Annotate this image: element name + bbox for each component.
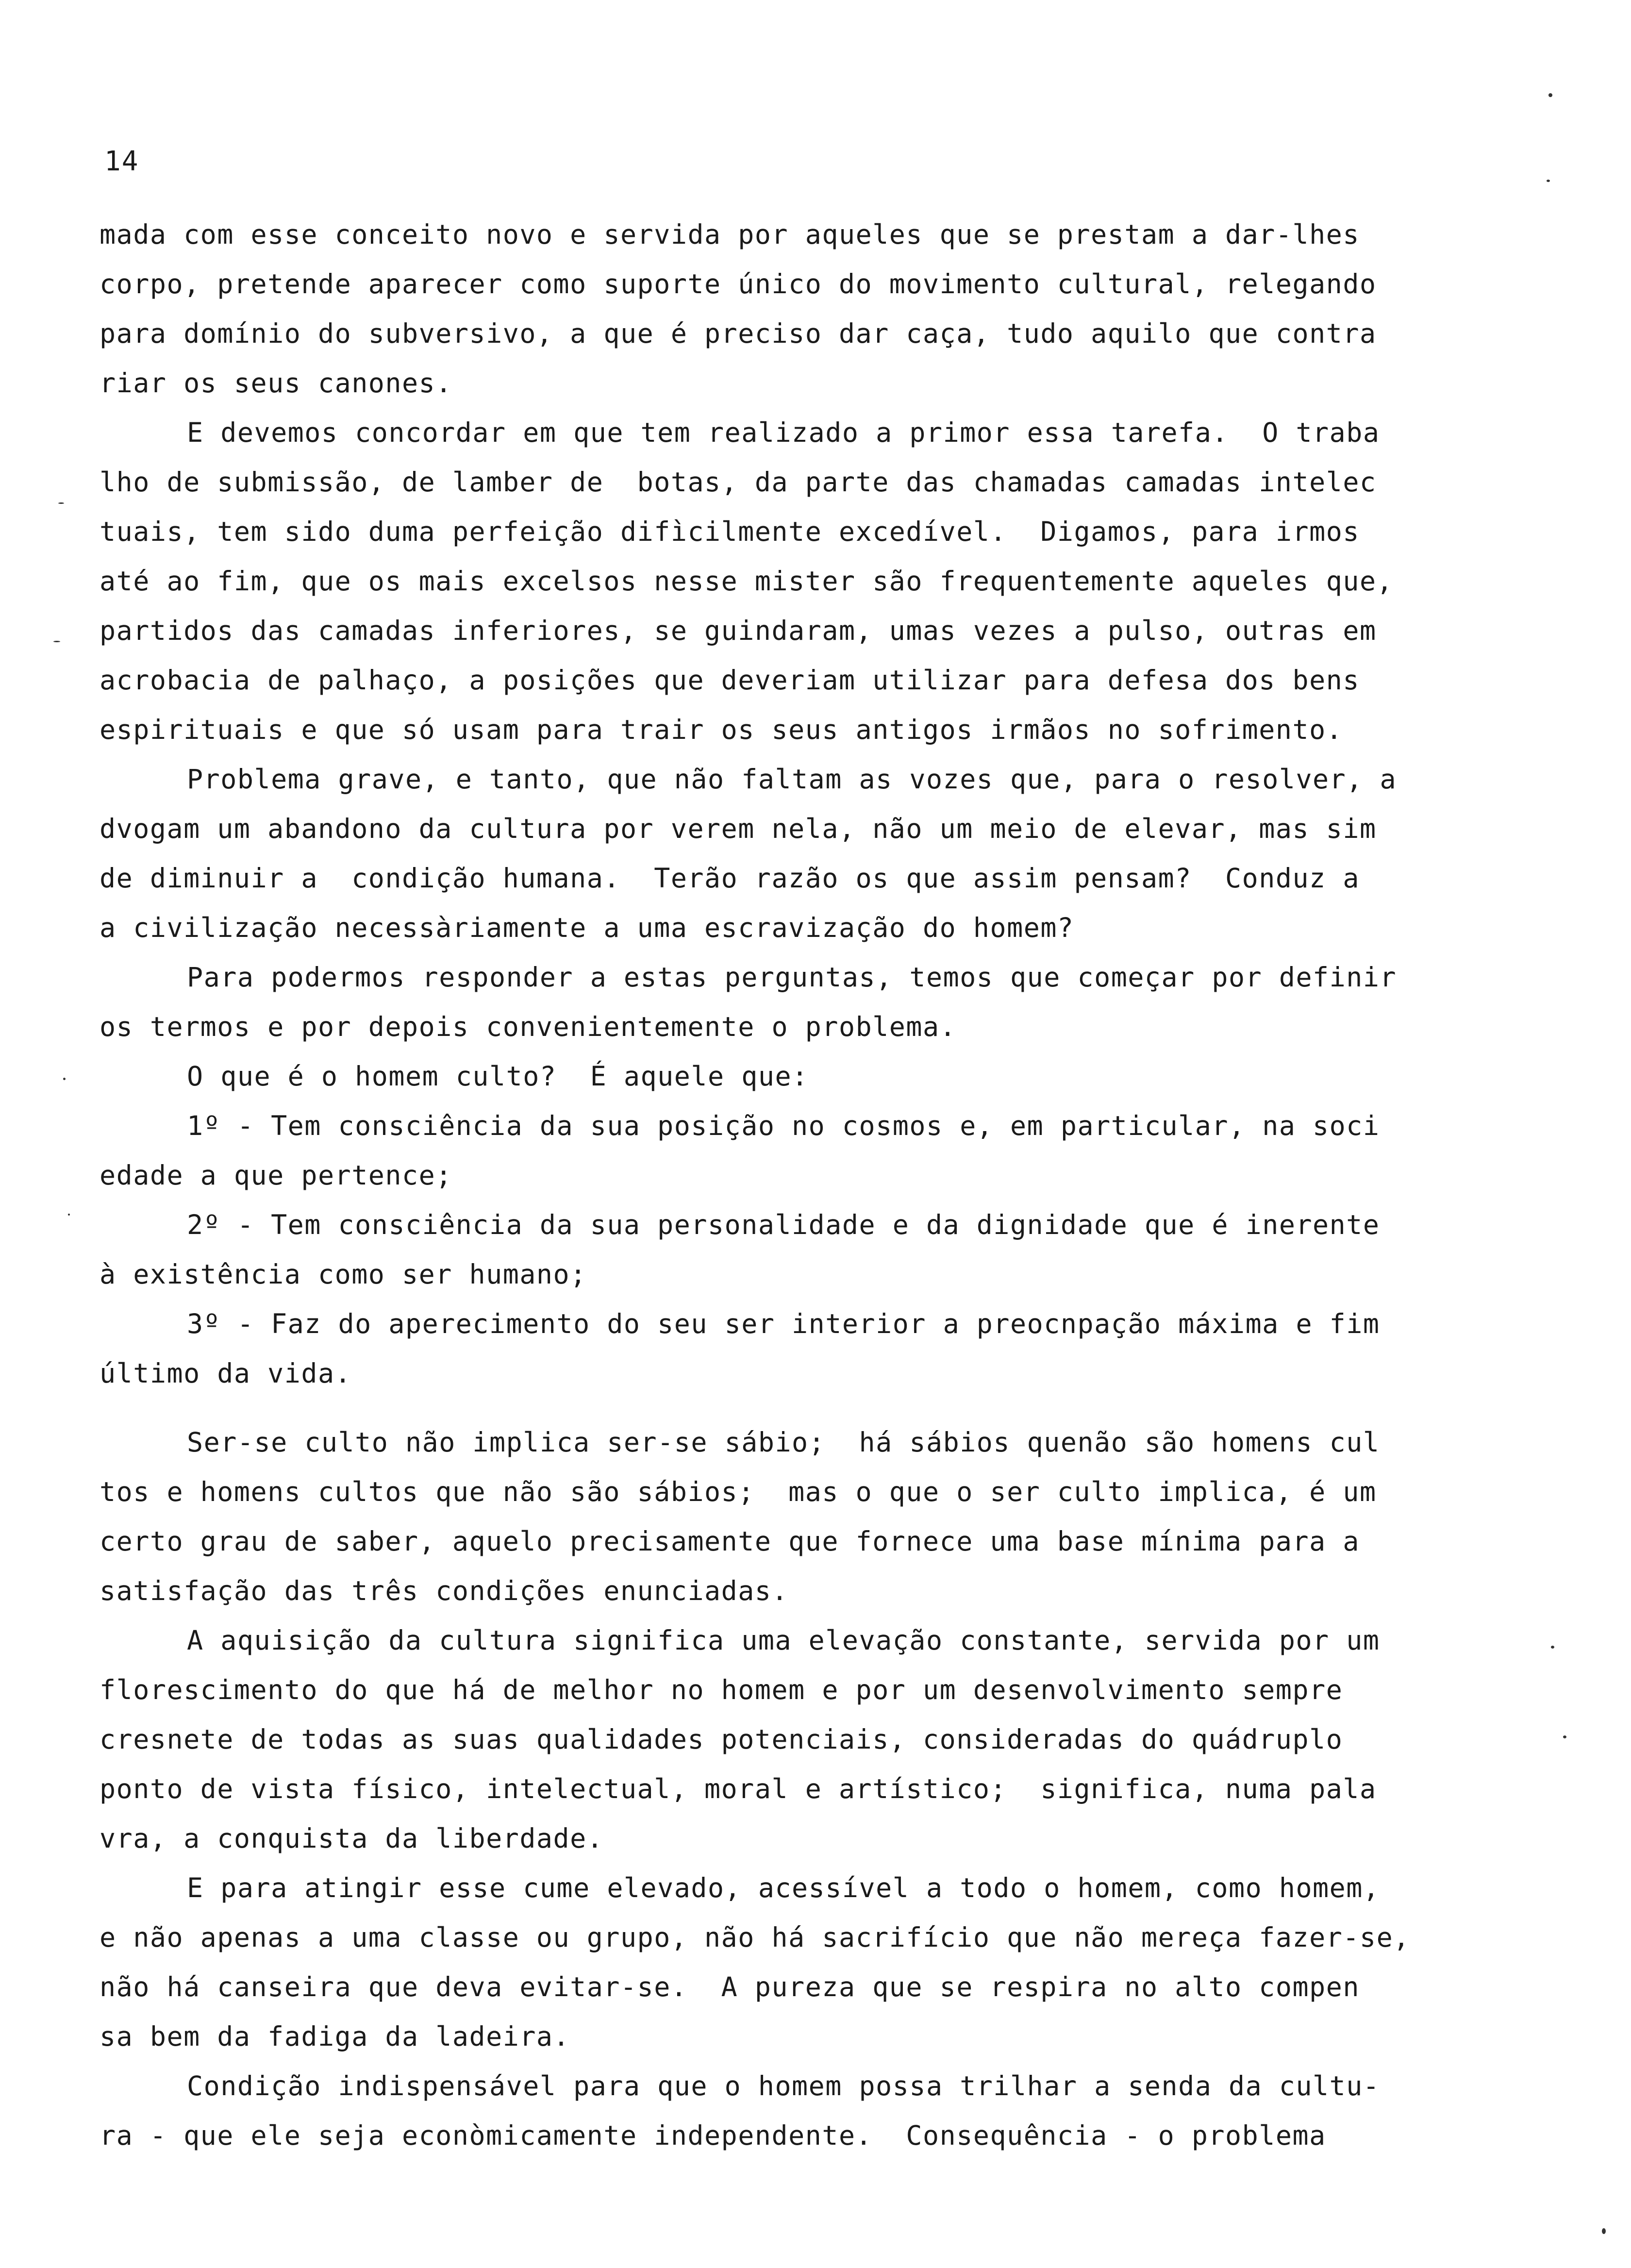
text-line: dvogam um abandono da cultura por verem nela, não um meio de elevar, mas sim [100,813,1377,844]
scan-speck [53,641,60,642]
text-line: cresnete de todas as suas qualidades potenciais, consideradas do quádruplo [100,1724,1343,1755]
text-line [100,1398,1456,1418]
text-line: lho de submissão, de lamber de botas, da parte das chamadas camadas intelec [100,467,1377,498]
scan-speck [68,1214,70,1216]
page-number: 14 [104,146,139,177]
text-line: Para podermos responder a estas perguntas, temos que começar por definir [187,962,1397,993]
scan-speck [1551,1646,1554,1649]
text-line: partidos das camadas inferiores, se guindaram, umas vezes a pulso, outras em [100,615,1377,646]
text-line: os termos e por depois convenientemente o problema. [100,1011,957,1042]
text-line: Ser-se culto não implica ser-se sábio; há sábios quenão são homens cul [187,1427,1380,1458]
text-line: e não apenas a uma classe ou grupo, não há sacrifício que não mereça fazer-se, [100,1922,1410,1953]
scan-speck [58,502,64,504]
text-line: até ao fim, que os mais excelsos nesse mister são frequentemente aqueles que, [100,566,1394,597]
text-line: florescimento do que há de melhor no homem e por um desenvolvimento sempre [100,1674,1343,1705]
text-line: acrobacia de palhaço, a posições que deveriam utilizar para defesa dos bens [100,665,1360,696]
text-line: certo grau de saber, aquelo precisamente que fornece uma base mínima para a [100,1526,1360,1557]
typewritten-text-body [100,210,1456,2160]
text-line: espirituais e que só usam para trair os seus antigos irmãos no sofrimento. [100,714,1343,745]
text-line: E devemos concordar em que tem realizado a primor essa tarefa. O traba [187,417,1380,448]
text-line: 1º - Tem consciência da sua posição no cosmos e, em particular, na soci [187,1110,1380,1141]
scan-speck [1563,1735,1566,1738]
text-line: último da vida. [100,1358,352,1389]
text-line: satisfação das três condições enunciadas. [100,1575,789,1606]
text-line: E para atingir esse cume elevado, acessível a todo o homem, como homem, [187,1872,1380,1903]
text-line: sa bem da fadiga da ladeira. [100,2021,570,2052]
text-line: a civilização necessàriamente a uma escravização do homem? [100,912,1074,943]
text-line: à existência como ser humano; [100,1259,587,1290]
text-line: tos e homens cultos que não são sábios; mas o que o ser culto implica, é um [100,1476,1377,1507]
text-line: mada com esse conceito novo e servida por aqueles que se prestam a dar-lhes [100,219,1360,250]
text-line: 3º - Faz do aperecimento do seu ser interior a preocnpação máxima e fim [187,1308,1380,1339]
text-line: de diminuir a condição humana. Terão razão os que assim pensam? Conduz a [100,863,1360,894]
text-line: corpo, pretende aparecer como suporte único do movimento cultural, relegando [100,268,1377,300]
text-line: ra - que ele seja econòmicamente independente. Consequência - o problema [100,2120,1326,2151]
text-line: Condição indispensável para que o homem possa trilhar a senda da cultu- [187,2070,1380,2101]
text-line: Problema grave, e tanto, que não faltam as vozes que, para o resolver, a [187,764,1397,795]
text-line: não há canseira que deva evitar-se. A pureza que se respira no alto compen [100,1971,1360,2002]
scan-speck [1602,2228,1606,2234]
text-line: O que é o homem culto? É aquele que: [187,1061,809,1092]
text-line: riar os seus canones. [100,367,452,399]
text-line: 2º - Tem consciência da sua personalidade e da dignidade que é inerente [187,1209,1380,1240]
text-line: vra, a conquista da liberdade. [100,1823,604,1854]
text-line: ponto de vista físico, intelectual, moral e artístico; significa, numa pala [100,1773,1377,1804]
scan-speck [1547,180,1550,182]
text-line: para domínio do subversivo, a que é preciso dar caça, tudo aquilo que contra [100,318,1377,349]
text-line: A aquisição da cultura significa uma elevação constante, servida por um [187,1625,1380,1656]
scan-speck [63,1078,66,1080]
text-line: tuais, tem sido duma perfeição difìcilmente excedível. Digamos, para irmos [100,516,1360,547]
scan-speck [1548,93,1552,97]
text-line: edade a que pertence; [100,1160,452,1191]
